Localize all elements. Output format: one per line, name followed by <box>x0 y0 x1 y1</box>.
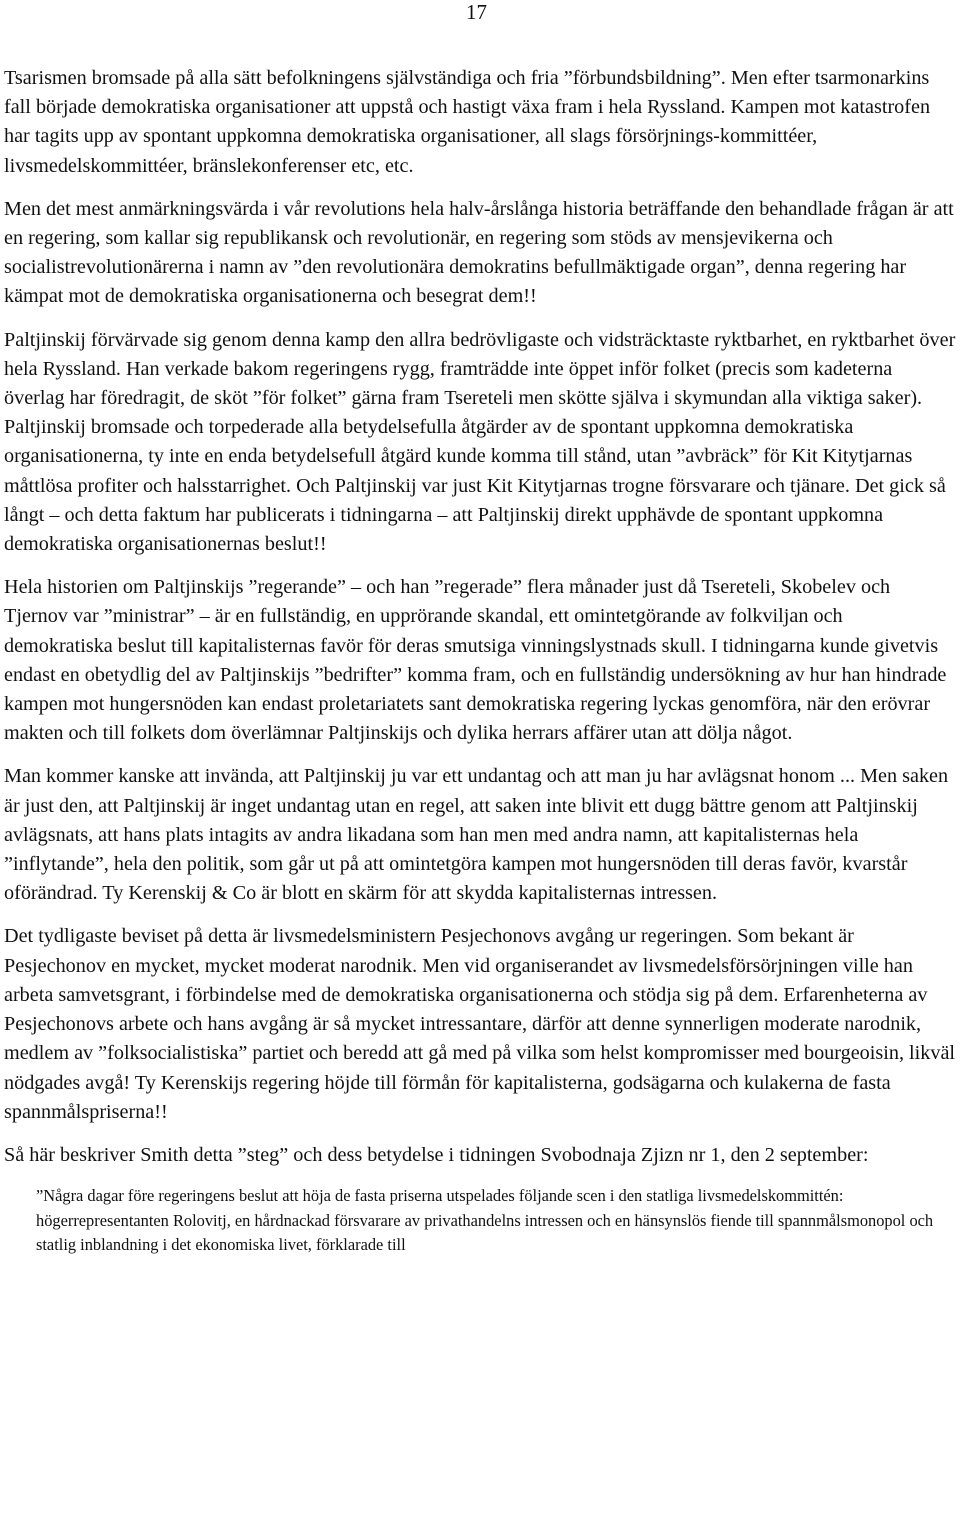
paragraph: Hela historien om Paltjinskijs ”regerande” – och han ”regerade” flera månader just då Tsereteli, Skobelev och Tjernov var ”ministrar” – är en fullständig, en upprörande skandal, ett omintetgörande av folkviljan och demokratiska beslut till kapitalisternas favör för deras smutsiga vinningslystnads skull. I tidningarna kunde givetvis endast en obetydlig del av Paltjinskijs ”bedrifter” komma fram, och en fullständig undersökning av hur han hindrade kampen mot hungersnöden kan endast proletariatets sant demokratiska regering lyckas genomföra, när den erövrar makten och till folkets dom överlämnar Paltjinskijs och dylika herrars affärer utan att dölja något. <box>4 576 947 745</box>
block-quote: ”Några dagar före regeringens beslut att höja de fasta priserna utspelades följande scen i den statliga livsmedelskommittén: högerrepresentanten Rolovitj, en hårdnackad försvarare av privathandelns intressen och en hänsynslös fiende till spannmålsmonopol och statlig inblandning i det ekonomiska livet, förklarade till <box>36 1186 934 1255</box>
paragraph: Så här beskriver Smith detta ”steg” och dess betydelse i tidningen Svobodnaja Zjizn nr 1, den 2 september: <box>4 1143 869 1166</box>
document-body <box>4 64 956 1258</box>
page-number: 17 <box>466 0 487 24</box>
paragraph: Tsarismen bromsade på alla sätt befolkningens självständiga och fria ”förbundsbildning”. Men efter tsarmonarkins fall började demokratiska organisationer att uppstå och hastigt växa fram i hela Ryssland. Kampen mot katastrofen har tagits upp av spontant uppkomna demokratiska organisationer, all slags försörjnings-kommittéer, livsmedelskommittéer, bränslekonferenser etc, etc. <box>4 67 931 177</box>
paragraph: Man kommer kanske att invända, att Paltjinskij ju var ett undantag och att man ju har avlägsnat honom ... Men saken är just den, att Paltjinskij är inget undantag utan en regel, att saken inte blivit ett dugg bättre genom att Paltjinskij avlägsnats, att hans plats intagits av andra likadana som han men med andra namn, att kapitalisternas hela ”inflytande”, hela den politik, som går ut på att omintetgöra kampen mot hungersnöden till deras favör, kvarstår oförändrad. Ty Kerenskij & Co är blott en skärm för att skydda kapitalisternas intressen. <box>4 765 949 905</box>
paragraph: Men det mest anmärkningsvärda i vår revolutions hela halv-årslånga historia beträffande den behandlade frågan är att en regering, som kallar sig republikansk och revolutionär, en regering som stöds av mensjevikerna och socialistrevolutionärerna i namn av ”den revolutionära demokratins befullmäktigade organ”, denna regering har kämpat mot de demokratiska organisationerna och besegrat dem!! <box>4 197 954 308</box>
paragraph: Det tydligaste beviset på detta är livsmedelsministern Pesjechonovs avgång ur regeringen. Som bekant är Pesjechonov en mycket, mycket moderat narodnik. Men vid organiserandet av livsmedelsförsörjningen ville han arbeta samvetsgrant, i förbindelse med de demokratiska organisationerna och stödja sig på dem. Erfarenheterna av Pesjechonovs arbete och hans avgång är så mycket intressantare, därför att denne synnerligen moderate narodnik, medlem av ”folksocialistiska” partiet och beredd att gå med på vilka som helst kompromisser med bourgeoisin, likväl nödgades avgå! Ty Kerenskijs regering höjde till förmån för kapitalisterna, godsägarna och kulakerna de fasta spannmålspriserna!! <box>4 925 956 1123</box>
paragraph: Paltjinskij förvärvade sig genom denna kamp den allra bedrövligaste och vidsträcktaste ryktbarhet, en ryktbarhet över hela Ryssland. Han verkade bakom regeringens rygg, framträdde inte öppet inför folket (precis som kadeterna överlag har föredragit, de sköt ”för folket” gärna fram Tsereteli men skötte själva i skymundan alla viktiga saker). Paltjinskij bromsade och torpederade alla betydelsefulla åtgärder av de spontant uppkomna demokratiska organisationerna, ty inte en enda betydelsefull åtgärd kunde komma till stånd, utan ”avbräck” för Kit Kitytjarnas måttlösa profiter och halsstarrighet. Och Paltjinskij var just Kit Kitytjarnas trogne försvarare och tjänare. Det gick så långt – och detta faktum har publicerats i tidningarna – att Paltjinskij direkt upphävde de spontant uppkomna demokratiska organisationernas beslut!! <box>4 328 956 556</box>
